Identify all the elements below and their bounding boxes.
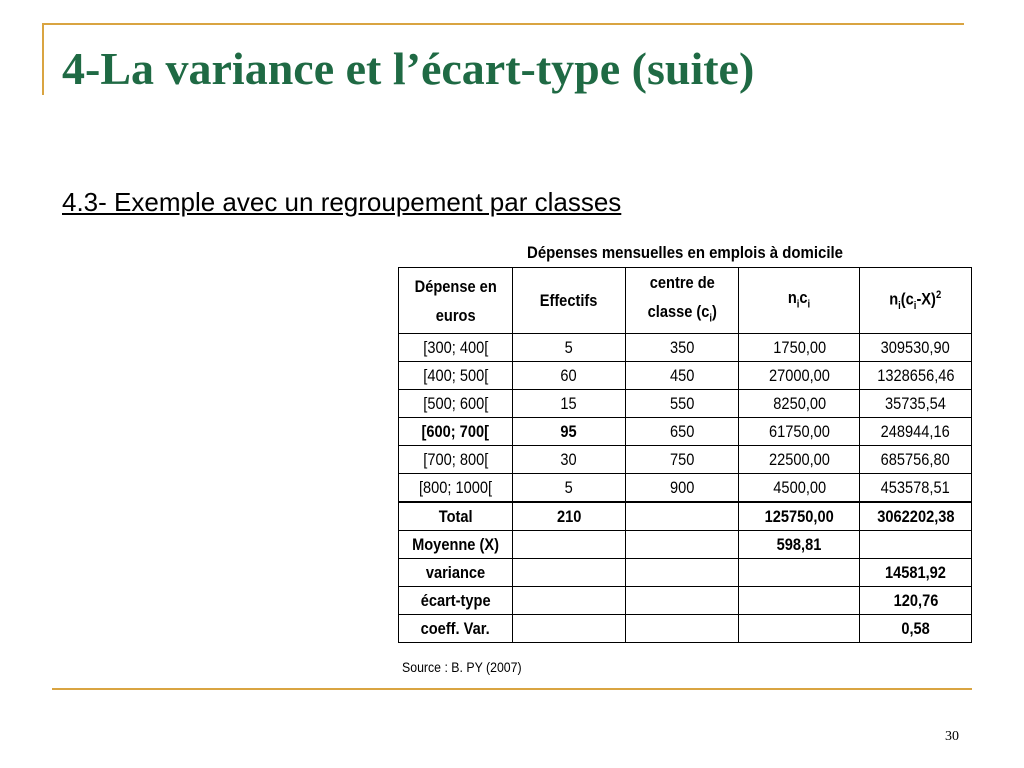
cell-nicix2: 35735,54 <box>860 390 972 418</box>
cell-nicix2: 309530,90 <box>860 334 972 362</box>
table-row-modal-class <box>399 418 972 446</box>
cell-effectif: 5 <box>512 334 625 362</box>
moyenne-value: 598,81 <box>739 531 860 559</box>
ecart-type-label: écart-type <box>399 587 513 615</box>
cell-effectif: 30 <box>512 446 625 474</box>
total-nici: 125750,00 <box>739 502 860 531</box>
cell-nici: 1750,00 <box>739 334 860 362</box>
cell-nicix2: 1328656,46 <box>860 362 972 390</box>
variance-row <box>399 559 972 587</box>
moyenne-row <box>399 531 972 559</box>
cell-classe: [600; 700[ <box>399 418 513 446</box>
cell-nicix2: 453578,51 <box>860 474 972 503</box>
total-nicix2: 3062202,38 <box>860 502 972 531</box>
cell-centre: 450 <box>625 362 739 390</box>
ecart-type-value: 120,76 <box>860 587 972 615</box>
cell-classe: [300; 400[ <box>399 334 513 362</box>
cell-nici: 8250,00 <box>739 390 860 418</box>
cell-nicix2: 248944,16 <box>860 418 972 446</box>
moyenne-label: Moyenne (X) <box>399 531 513 559</box>
cell-centre: 750 <box>625 446 739 474</box>
cell-classe: [800; 1000[ <box>399 474 513 503</box>
cell-effectif: 5 <box>512 474 625 503</box>
bottom-decorative-line <box>52 688 972 690</box>
source-note: Source : B. PY (2007) <box>402 659 522 675</box>
cell-nici: 27000,00 <box>739 362 860 390</box>
statistics-table <box>398 267 972 643</box>
top-decorative-line <box>42 23 964 25</box>
table-header-row <box>399 268 972 334</box>
table-row <box>399 362 972 390</box>
cell-effectif: 60 <box>512 362 625 390</box>
table-row <box>399 390 972 418</box>
cell-effectif: 15 <box>512 390 625 418</box>
header-centre-classe: centre de classe $(c_i)$ <box>625 268 739 334</box>
header-depense: Dépense en euros <box>399 268 513 334</box>
cell-centre: 350 <box>625 334 739 362</box>
cell-centre: 550 <box>625 390 739 418</box>
cell-nicix2: 685756,80 <box>860 446 972 474</box>
page-number: 30 <box>945 729 959 744</box>
total-effectif: 210 <box>512 502 625 531</box>
variance-value: 14581,92 <box>860 559 972 587</box>
cell-centre: 650 <box>625 418 739 446</box>
cell-nici: 61750,00 <box>739 418 860 446</box>
total-centre-empty <box>625 502 739 531</box>
total-row <box>399 502 972 531</box>
coeff-var-value: 0,58 <box>860 615 972 643</box>
section-subtitle: 4.3- Exemple avec un regroupement par classes <box>62 187 622 217</box>
slide-title: 4-La variance et l’écart-type (suite) <box>62 43 755 94</box>
variance-label: variance <box>399 559 513 587</box>
ecart-type-row <box>399 587 972 615</box>
coeff-var-row <box>399 615 972 643</box>
table-row <box>399 446 972 474</box>
cell-classe: [500; 600[ <box>399 390 513 418</box>
table-caption: Dépenses mensuelles en emplois à domicile <box>527 243 843 262</box>
header-nici: $n_ic_i$ <box>739 268 860 334</box>
coeff-var-label: coeff. Var. <box>399 615 513 643</box>
table-row <box>399 334 972 362</box>
cell-nici: 4500,00 <box>739 474 860 503</box>
cell-classe: [700; 800[ <box>399 446 513 474</box>
table-row <box>399 474 972 503</box>
header-effectifs: Effectifs <box>512 268 625 334</box>
cell-classe: [400; 500[ <box>399 362 513 390</box>
total-label: Total <box>399 502 513 531</box>
left-decorative-line <box>42 23 44 95</box>
cell-effectif: 95 <box>512 418 625 446</box>
cell-centre: 900 <box>625 474 739 503</box>
header-ni-ci-x-squared: $n_i(c_i-X)^2$ <box>860 268 972 334</box>
cell-nici: 22500,00 <box>739 446 860 474</box>
